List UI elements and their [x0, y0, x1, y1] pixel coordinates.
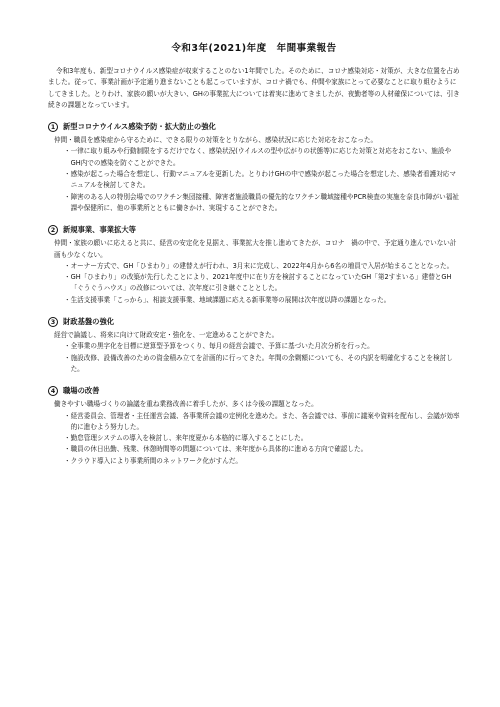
list-item — [64, 411, 460, 434]
section-heading — [48, 225, 460, 235]
list-item-text: クラウド導入により事業所間のネットワーク化がすんだ。 — [70, 456, 243, 465]
list-item — [64, 192, 460, 215]
bullet-mark: ・ — [64, 192, 71, 201]
list-item-text: 経営委員会、管理者・主任運営会議、各事業所会議の定例化を進めた。また、各会議では、事前に議案や資料を配布し、会議が効率的に進むよう努力した。 — [70, 411, 460, 431]
section-1 — [48, 122, 460, 214]
section-number-circle: 1 — [48, 122, 58, 132]
list-item-text: 勤怠管理システムの導入を検討し、来年度夏から本格的に導入することにした。 — [70, 434, 308, 443]
section-heading-text: 新型コロナウイルス感染予防・拡大防止の強化 — [63, 122, 216, 132]
section-heading — [48, 122, 460, 132]
section-number-circle: 2 — [48, 225, 58, 235]
section-number-circle: 4 — [48, 386, 58, 396]
section-item-list — [48, 261, 460, 306]
list-item — [64, 261, 460, 272]
bullet-mark: ・ — [64, 342, 71, 351]
sections-container — [48, 122, 460, 467]
bullet-mark: ・ — [64, 411, 71, 420]
list-item — [64, 456, 460, 467]
bullet-mark: ・ — [64, 295, 71, 304]
list-item — [64, 353, 460, 376]
section-item-list — [48, 341, 460, 375]
page-title: 令和3年(2021)年度 年間事業報告 — [171, 43, 337, 54]
bullet-mark: ・ — [64, 261, 71, 270]
list-item-text: 感染が起こった場合を想定し、行動マニュアルを更新した。とりわけGHの中で感染が起こった場合を想定した、感染者看護対応マニュアルを検討してきた。 — [70, 170, 456, 190]
list-item-text: 全事業の黒字化を目標に逆算型予算をつくり、毎月の経営会議で、予算に基づいた月次分析を行った。 — [70, 342, 374, 351]
list-item-text: 一律に取り組みや行動制限をするだけでなく、感染状況(ウイルスの型や広がりの状態等)に応じた対策と対応をおこない、施設やGH内での感染を防ぐことができた。 — [70, 147, 452, 167]
section-item-list — [48, 411, 460, 467]
list-item — [64, 444, 460, 455]
list-item — [64, 341, 460, 352]
bullet-mark: ・ — [64, 273, 71, 282]
section-intro: 仲間・家族の願いに応えると共に、経営の安定化を見据え、事業拡大を推し進めてきたが、コロナ 禍の中で、予定通り進んでいない計画も少なくない。 — [54, 239, 457, 259]
intro-paragraph — [48, 66, 460, 111]
section-heading-text: 財政基盤の強化 — [63, 317, 115, 327]
list-item — [64, 169, 460, 192]
section-2 — [48, 225, 460, 306]
bullet-mark: ・ — [64, 170, 71, 179]
section-heading — [48, 386, 460, 396]
list-item-text: GH「ひまわり」の改築が先行したことにより、2021年度中に在り方を検討することになっていたGH「第2すまいる」建替とGH「ぐうぐうハウス」の改修については、次年度に引き継ぐこととした。 — [70, 273, 452, 293]
bullet-mark: ・ — [64, 445, 71, 454]
section-heading-text: 職場の改善 — [63, 386, 100, 396]
section-4 — [48, 386, 460, 467]
bullet-mark: ・ — [64, 353, 71, 362]
list-item — [64, 146, 460, 169]
list-item — [64, 295, 460, 306]
list-item-text: 職員の休日出勤、残業、休憩時間等の問題については、来年度から具体的に進める方向で確認した。 — [70, 445, 368, 454]
section-3 — [48, 317, 460, 375]
section-item-list — [48, 146, 460, 214]
bullet-mark: ・ — [64, 147, 71, 156]
intro-text: 令和3年度も、新型コロナウイルス感染症が収束することのない1年間でした。そのために、コロナ感染対応・対策が、大きな位置を占めました。従って、事業計画が予定通り進まないことも起こっていますが、コロナ禍でも、仲間や家族にとって必要なことに取り組むようにしてきました。とりわけ、家族の願いが大きい、GHの事業拡大については着実に進めてきましたが、夜勤者等の人材確保については、引き続きの課題となっています。 — [48, 67, 460, 109]
section-intro: 働きやすい職場づくりの論議を重ね業務改善に着手したが、多くは今後の課題となった。 — [54, 400, 318, 409]
section-heading-text: 新規事業、事業拡大等 — [63, 225, 136, 235]
bullet-mark: ・ — [64, 456, 71, 465]
section-intro: 経営で論議し、将来に向けて財政安定・強化を、一定進めることができた。 — [54, 331, 279, 340]
section-heading — [48, 317, 460, 327]
list-item — [64, 272, 460, 295]
list-item-text: 生活支援事業「こっから」、相談支援事業、地域課題に応える新事業等の展開は次年度以降の課題となった。 — [70, 295, 391, 304]
section-intro: 仲間・職員を感染症から守るために、できる限りの対策をとりながら、感染状況に応じた対応をおこなった。 — [54, 136, 378, 145]
section-number-circle: 3 — [48, 317, 58, 327]
bullet-mark: ・ — [64, 434, 71, 443]
list-item-text: オーナー方式で、GH「ひまわり」の建替えが行われ、3月末に完成し、2022年4月から6名の増員で入居が始まることとなった。 — [70, 261, 454, 270]
list-item-text: 障害のある人の特別会場でのワクチン集団接種、障害者施設職員の優先的なワクチン職域接種やPCR検査の実施を奈良市障がい福祉課や保健所に、他の事業所とともに働きかけ、実現することができた。 — [70, 192, 459, 212]
list-item — [64, 433, 460, 444]
list-item-text: 施設改修、設備改善のための資金積み立てを計画的に行ってきた。年間の余剰額についても、その内訳を明確化することを検討した。 — [70, 353, 453, 373]
